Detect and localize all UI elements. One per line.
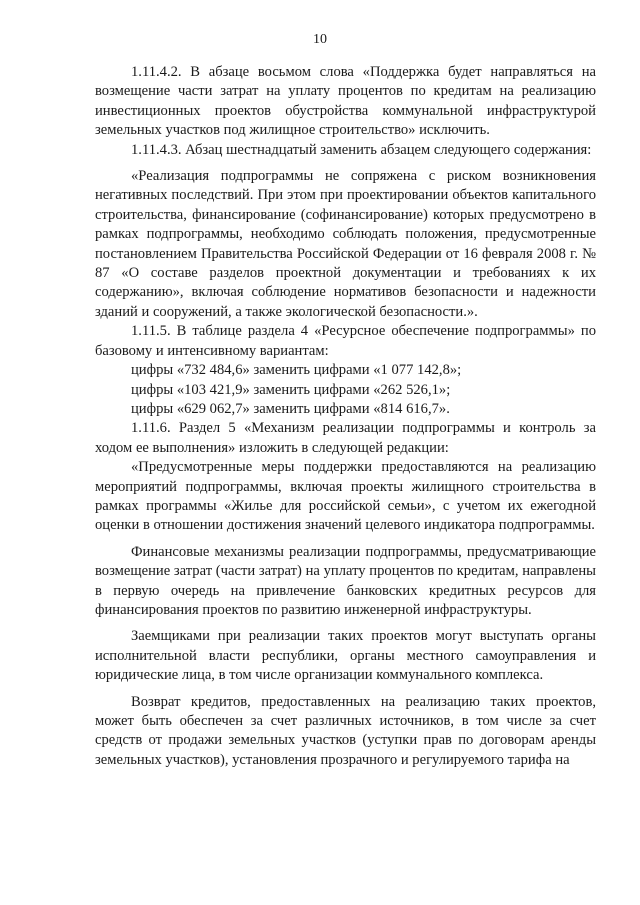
replacement-line-3: цифры «629 062,7» заменить цифрами «814 616,7». bbox=[131, 400, 450, 417]
replacement-line-2: цифры «103 421,9» заменить цифрами «262 526,1»; bbox=[131, 381, 451, 398]
replacement-line-1: цифры «732 484,6» заменить цифрами «1 077 142,8»; bbox=[131, 362, 462, 379]
document-body bbox=[95, 63, 596, 770]
quoted-paragraph-risk: «Реализация подпрограммы не сопряжена с риском возникновения негативных последствий. При этом при проектировании объектов капитального строительства, финансирование (софинансирование) которых предусмотрено в рамках подпрограммы, необходимо соблюдать положения, предусмотренные постановлением Правительства Российской Федерации от 16 февраля 2008 г. № 87 «О составе разделов проектной документации и требованиях к их содержанию», включая соблюдение нормативов безопасности и надежности зданий и сооружений, а также экологической безопасности.». bbox=[95, 168, 596, 320]
paragraph-borrowers: Заемщиками при реализации таких проектов могут выступать органы исполнительной власти республики, органы местного самоуправления и юридические лица, в том числе организации коммунального комплекса. bbox=[95, 628, 596, 684]
paragraph-1-11-5: 1.11.5. В таблице раздела 4 «Ресурсное обеспечение подпрограммы» по базовому и интенсивному вариантам: bbox=[95, 323, 596, 359]
quoted-paragraph-support: «Предусмотренные меры поддержки предоставляются на реализацию мероприятий подпрограммы, включая проекты жилищного строительства в рамках программы «Жилье для российской семьи», с учетом их ежегодной оценки в отношении достижения значений целевого индикатора подпрограммы. bbox=[95, 459, 596, 534]
paragraph-loan-repayment: Возврат кредитов, предоставленных на реализацию таких проектов, может быть обеспечен за счет различных источников, в том числе за счет средств от продажи земельных участков (уступки прав по договорам аренды земельных участков), установления прозрачного и регулируемого тарифа на bbox=[95, 693, 596, 768]
paragraph-1-11-4-2: 1.11.4.2. В абзаце восьмом слова «Поддержка будет направляться на возмещение части затрат на уплату процентов по кредитам на реализацию инвестиционных проектов обустройства коммунальной инфраструктурой земельных участков под жилищное строительство» исключить. bbox=[95, 64, 596, 139]
paragraph-financial-mechanisms: Финансовые механизмы реализации подпрограммы, предусматривающие возмещение затрат (части затрат) на уплату процентов по кредитам, направлены в первую очередь на привлечение банковских кредитных ресурсов для финансирования проектов по развитию инженерной инфраструктуры. bbox=[95, 543, 596, 618]
paragraph-1-11-4-3: 1.11.4.3. Абзац шестнадцатый заменить абзацем следующего содержания: bbox=[131, 141, 592, 158]
page-number: 10 bbox=[313, 32, 327, 47]
paragraph-1-11-6: 1.11.6. Раздел 5 «Механизм реализации подпрограммы и контроль за ходом ее выполнения» изложить в следующей редакции: bbox=[95, 420, 596, 456]
